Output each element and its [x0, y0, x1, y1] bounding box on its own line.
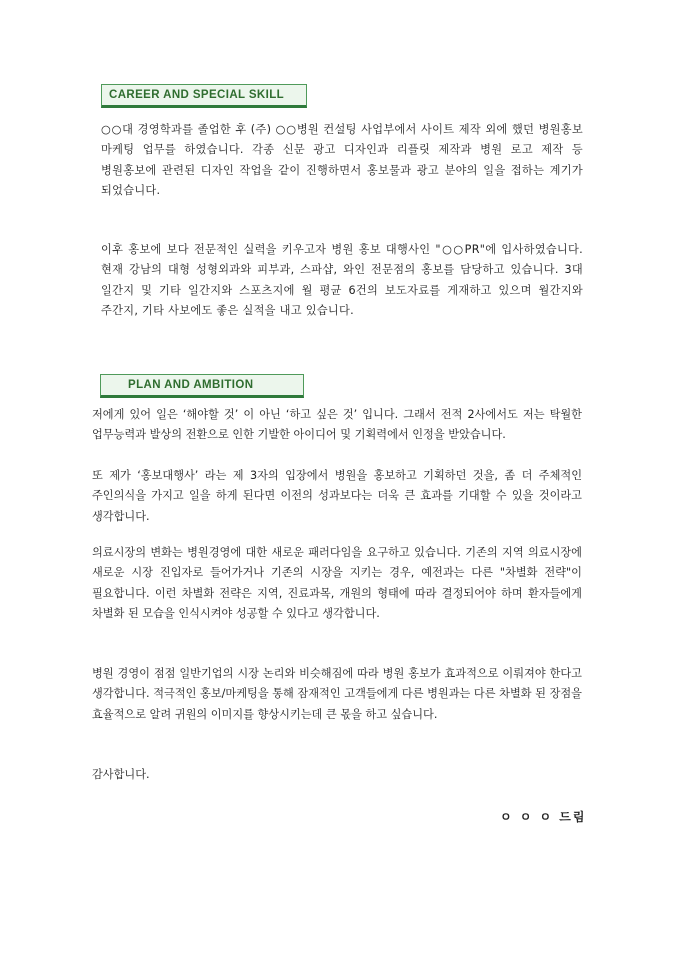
- plan-paragraph: 또 제가 ‘홍보대행사’ 라는 제 3자의 입장에서 병원을 홍보하고 기획하던 것을, 좀 더 주체적인 주인의식을 가지고 일을 하게 된다면 이전의 성과보다는 더욱 큰 효과를 기대할 수 있을 것이라고 생각합니다.: [92, 469, 582, 523]
- plan-paragraph: 저에게 있어 일은 ‘해야할 것’ 이 아닌 ‘하고 싶은 것’ 입니다. 그래서 전적 2사에서도 저는 탁월한 업무능력과 발상의 전환으로 인한 기발한 아이디어 및 기획력에서 인정을 받았습니다.: [92, 408, 582, 442]
- career-heading-text: CAREER AND SPECIAL SKILL: [109, 89, 285, 101]
- closing-thanks: 감사합니다.: [92, 768, 150, 781]
- plan-section-heading: [100, 374, 304, 398]
- plan-heading-text: PLAN AND AMBITION: [128, 379, 254, 391]
- signature: ㅇ ㅇ ㅇ 드림: [500, 810, 587, 824]
- career-paragraph: ○○대 경영학과를 졸업한 후 (주) ○○병원 컨설팅 사업부에서 사이트 제작 외에 했던 병원홍보 마케팅 업무를 하였습니다. 각종 신문 광고 디자인과 리플릿 제작과 병원 로고 제작 등 병원홍보에 관련된 디자인 작업을 같이 진행하면서 홍보물과 광고 분야의 일을 접하는 계기가 되었습니다.: [101, 123, 583, 198]
- plan-paragraph: 의료시장의 변화는 병원경영에 대한 새로운 패러다임을 요구하고 있습니다. 기존의 지역 의료시장에 새로운 시장 진입자로 들어가거나 기존의 시장을 지키는 경우, 예전과는 다른 "차별화 전략"이 필요합니다. 이런 차별화 전략은 지역, 진료과목, 개원의 형태에 따라 결정되어야 하며 환자들에게 차별화 된 모습을 인식시켜야 성공할 수 있다고 생각합니다.: [92, 546, 582, 621]
- career-section-heading: [101, 84, 307, 108]
- career-paragraph: 이후 홍보에 보다 전문적인 실력을 키우고자 병원 홍보 대행사인 "○○PR"에 입사하였습니다. 현재 강남의 대형 성형외과와 피부과, 스파샵, 와인 전문점의 홍보를 담당하고 있습니다. 3대 일간지 및 기타 일간지와 스포츠지에 월 평균 6건의 보도자료를 게재하고 있으며 월간지와 주간지, 기타 사보에도 좋은 실적을 내고 있습니다.: [101, 243, 583, 318]
- plan-paragraph: 병원 경영이 점점 일반기업의 시장 논리와 비슷해짐에 따라 병원 홍보가 효과적으로 이뤄져야 한다고 생각합니다. 적극적인 홍보/마케팅을 통해 잠재적인 고객들에게 다른 병원과는 다른 차별화 된 장점을 효율적으로 알려 귀원의 이미지를 향상시키는데 큰 몫을 하고 싶습니다.: [92, 667, 582, 721]
